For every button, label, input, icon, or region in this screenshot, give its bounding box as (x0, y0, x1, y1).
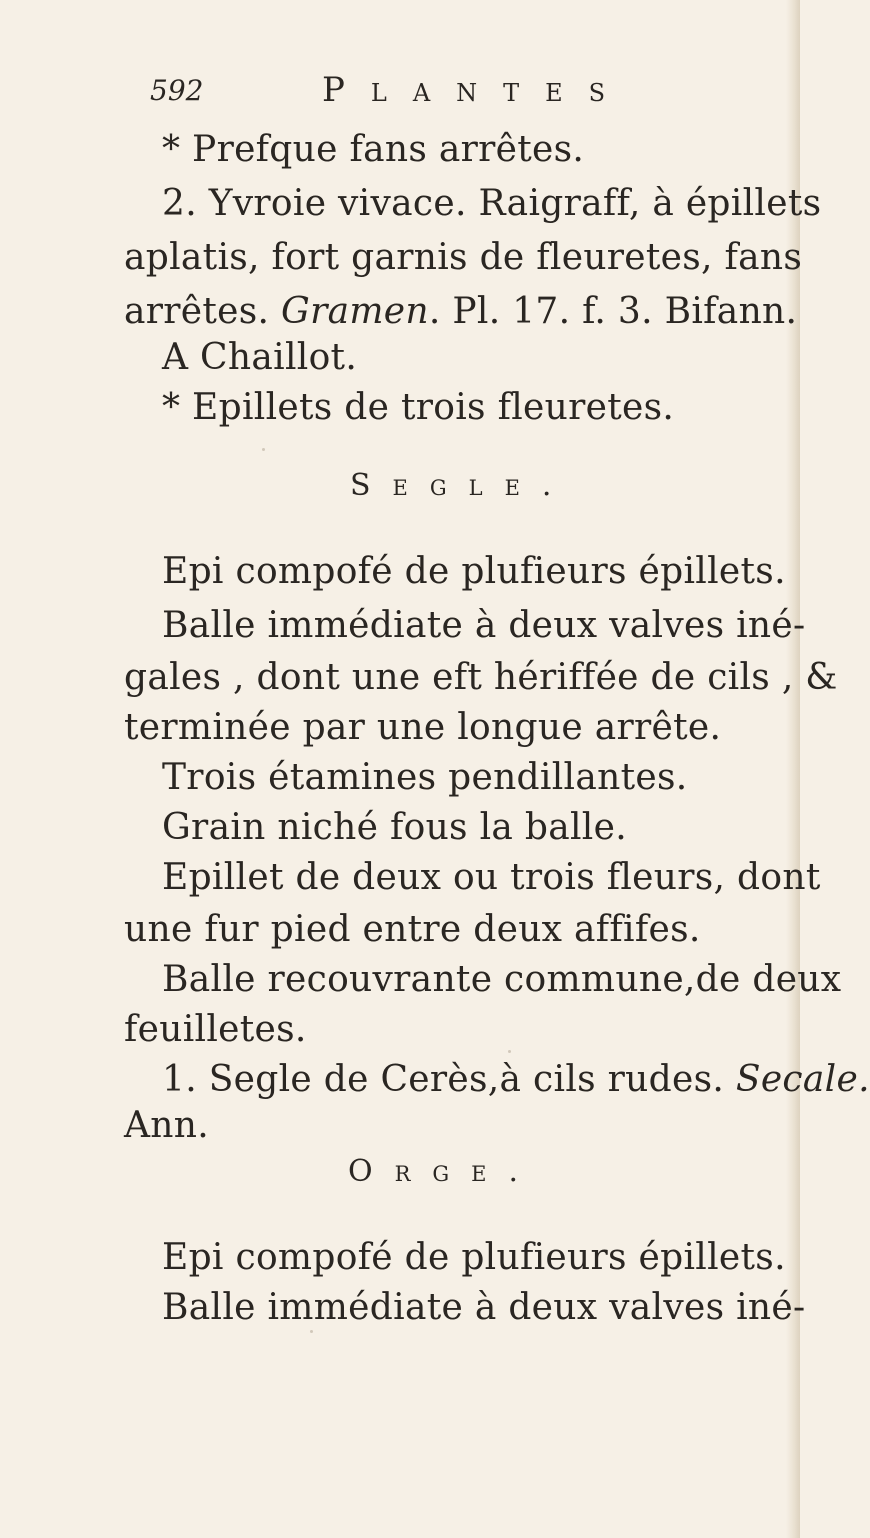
text-line: 2. Yvroie vivace. Raigraff, à épillets (162, 183, 822, 224)
text-line: aplatis, fort garnis de fleuretes, fans (124, 237, 803, 278)
section-title: Segle. (350, 468, 574, 503)
text-line: * Prefque fans arrêtes. (162, 129, 585, 170)
latin-name: Gramen (281, 291, 429, 332)
text-line (162, 1058, 870, 1102)
text-segment: 1. Segle de Cerès,à cils rudes. (162, 1059, 736, 1100)
page-number: 592 (150, 74, 204, 107)
latin-name: Secale. (735, 1059, 870, 1100)
text-line: terminée par une longue arrête. (124, 707, 722, 748)
text-line: Epillet de deux ou trois fleurs, dont (162, 857, 821, 898)
text-line: une fur pied entre deux affifes. (124, 909, 701, 950)
text-line: * Epillets de trois fleuretes. (162, 387, 675, 428)
running-title: Plantes (322, 70, 632, 110)
text-line: Balle immédiate à deux valves iné- (162, 605, 806, 646)
text-line: Ann. (124, 1105, 210, 1146)
text-segment: . Pl. 17. f. 3. Bifann. (428, 291, 798, 332)
text-line: Balle immédiate à deux valves iné- (162, 1287, 806, 1328)
text-line: Epi compofé de plufieurs épillets. (162, 1237, 786, 1278)
text-line: feuilletes. (124, 1009, 307, 1050)
text-segment: arrêtes. (124, 291, 282, 332)
text-line: Grain niché fous la balle. (162, 807, 627, 848)
text-line: Trois étamines pendillantes. (162, 757, 688, 798)
text-line (124, 290, 797, 334)
section-title: Orge. (348, 1154, 541, 1189)
text-line: A Chaillot. (162, 337, 358, 378)
paper-speckle (310, 1330, 313, 1333)
text-line: Epi compofé de plufieurs épillets. (162, 551, 786, 592)
paper-speckle (508, 1050, 511, 1053)
text-line: gales , dont une eft hériffée de cils , & (124, 657, 838, 698)
text-line: Balle recouvrante commune,de deux (162, 959, 842, 1000)
paper-speckle (262, 448, 265, 451)
